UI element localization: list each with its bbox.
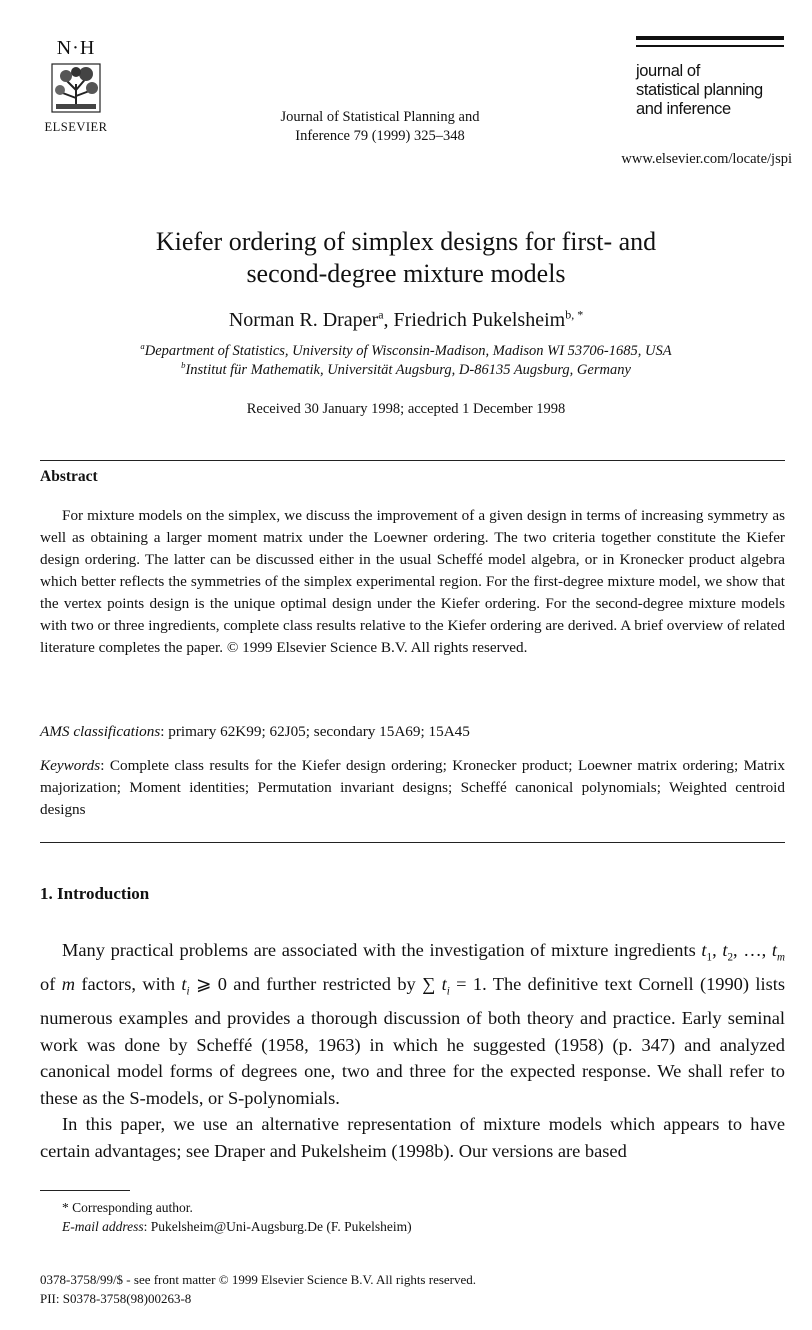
title-line1: Kiefer ordering of simplex designs for first- and [155, 227, 657, 256]
math-variables: t [701, 940, 707, 960]
footnote-email [40, 1217, 785, 1236]
journal-reference [230, 108, 530, 146]
affiliation-text: Institut für Mathematik, Universität Augsburg, D-86135 Augsburg, Germany [185, 362, 631, 378]
paragraph-text: . The definitive text Cornell (1990) lists numerous examples and provides a thorough discussion of both theory and practice. Early seminal work was done by Scheffé (1958, 1963) in which he suggested (1958) (p. 347) and analyzed canonical model forms of degrees one, two and three for the expected response. We shall refer to these as the S-models, or S-polynomials. [40, 974, 786, 1108]
affiliation-b [40, 361, 772, 379]
footer-line1: 0378-3758/99/$ - see front matter © 1999 Elsevier Science B.V. All rights reserved. [40, 1272, 477, 1287]
journal-brand [636, 62, 796, 119]
affiliation-mark: a [140, 341, 145, 352]
paragraph-text: Many practical problems are associated with the investigation of mixture ingredients [62, 940, 696, 960]
keywords-text: : Complete class results for the Kiefer design ordering; Kronecker product; Loewner matrix ordering; Matrix majorization; Moment identities; Permutation invariant designs; Scheffé canonical polynomials; Weighted centroid designs [40, 757, 785, 818]
paragraph-text: factors, with [74, 974, 182, 995]
logo-publisher-name: ELSEVIER [44, 120, 108, 134]
keywords [40, 755, 785, 821]
paragraph-text: and further restricted by [226, 974, 423, 995]
author-list: Norman R. Draper$^a$, Friedrich Pukelsheim$^{b, *}$ [228, 307, 584, 331]
affiliation-mark: b, * [565, 307, 584, 322]
author-name: Norman R. Draper [228, 309, 379, 331]
logo-top-text: N·H [56, 37, 96, 59]
brand-line3: and inference [636, 100, 731, 118]
ams-classifications [40, 721, 785, 743]
abstract-bottom-rule [40, 842, 785, 843]
affiliation-a [40, 342, 772, 360]
affiliation-text: Department of Statistics, University of Wisconsin-Madison, Madison WI 53706-1685, USA [144, 343, 672, 359]
ams-text: : primary 62K99; 62J05; secondary 15A69; 15A45 [160, 723, 470, 740]
brand-line1: journal of [636, 62, 700, 80]
paragraph: In this paper, we use an alternative representation of mixture models which appears to have certain advantages; see Draper and Pukelsheim (1998b). Our versions are based [40, 1114, 785, 1161]
journal-ref-line2: Inference 79 (1999) 325–348 [295, 128, 465, 144]
abstract-copyright: © 1999 Elsevier Science B.V. All rights reserved. [226, 639, 528, 656]
affiliation-mark: a [378, 307, 384, 322]
brand-rule-thick [636, 36, 784, 40]
brand-line2: statistical planning [636, 81, 763, 99]
abstract-top-rule [40, 460, 785, 461]
ams-label: AMS classifications [40, 723, 161, 740]
email-text: : Pukelsheim@Uni-Augsburg.De (F. Pukelsheim) [143, 1219, 412, 1234]
title-line2: second-degree mixture models [246, 259, 566, 288]
footnote-rule [40, 1190, 130, 1191]
article-title [40, 226, 772, 290]
affiliation-mark: b [181, 360, 186, 371]
paragraph-text: of [40, 974, 62, 995]
keywords-label: Keywords [40, 757, 101, 774]
section-body [40, 937, 785, 1164]
elsevier-tree-icon [46, 60, 106, 116]
abstract-text: For mixture models on the simplex, we discuss the improvement of a given design in terms of increasing symmetry as well as obtaining a larger moment matrix under the Loewner ordering. The two criteria together constitute the Kiefer design ordering. The latter can be discussed either in the usual Scheffé model algebra, or in Kronecker product algebra which better reflects the symmetries of the simplex experimental region. For the first-degree mixture model, we show that the vertex points design is the unique optimal design under the Kiefer ordering. For the second-degree mixture models with two or three ingredients, complete class results relative to the Kiefer ordering are derived. A brief overview of related literature completes the paper. [40, 507, 785, 656]
footnote-corresponding: * Corresponding author. [62, 1200, 193, 1215]
section-heading: 1. Introduction [40, 884, 150, 903]
paragraph: Many practical problems are associated with the investigation of mixture ingredients $t_1$, $t_2$, …, $t_m$ of m factors, with $t_i$ ⩾ 0 and further restricted by ∑ $t_i = 1$. The definitive text Cornell (1990) lists numerous examples and provides a thorough discussion of both theory and practice. Early seminal work was done by Scheffé (1958, 1963) in which he suggested (1958) (p. 347) and analyzed canonical model forms of degrees one, two and three for the expected response. We shall refer to these as the S-models, or S-polynomials. [40, 940, 786, 1108]
footer-line2: PII: S0378-3758(98)00263-8 [40, 1291, 192, 1306]
publisher-logo [36, 38, 116, 135]
brand-rule-thin [636, 45, 784, 47]
abstract-body [40, 505, 785, 659]
email-label: E-mail address [62, 1219, 144, 1234]
page-footer [40, 1270, 785, 1308]
journal-url[interactable]: www.elsevier.com/locate/jspi [621, 151, 792, 167]
author-name: Friedrich Pukelsheim [393, 309, 566, 331]
abstract-heading: Abstract [40, 468, 98, 485]
received-dates: Received 30 January 1998; accepted 1 December 1998 [246, 401, 566, 417]
footnotes [40, 1198, 785, 1236]
journal-ref-line1: Journal of Statistical Planning and [280, 109, 480, 125]
